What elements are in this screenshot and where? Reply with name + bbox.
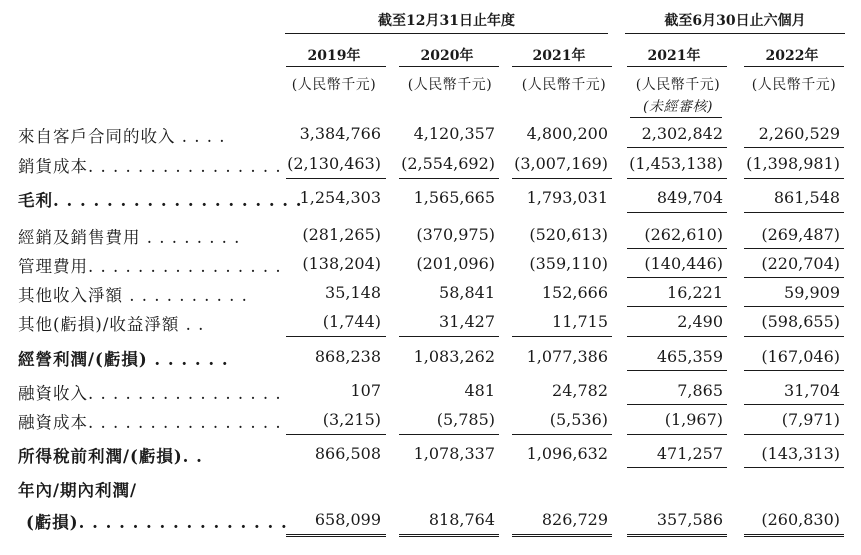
period-header-2022: 2022年 [765,48,819,64]
cell-distribution-selling-h1-2022: (269,487) [761,225,840,244]
cell-finance-costs-2020: (5,785) [436,410,495,429]
subtotal-rule-finance-2019 [286,434,386,435]
year-rule-2021 [512,66,612,67]
cell-distribution-selling-2021: (520,613) [529,225,608,244]
cell-admin-expenses-h1-2022: (220,704) [761,254,840,273]
row-label-finance-income: 融資收入. . . . . . . . . . . . . . . . [18,384,282,403]
subtotal-rule-other-2020 [399,336,499,337]
cell-admin-expenses-2019: (138,204) [302,254,381,273]
cell-gross-profit-2019: 1,254,303 [299,188,381,207]
cell-profit-for-period-2020: 818,764 [428,510,495,529]
underline-revenue-h1-2021 [627,147,727,148]
cell-admin-expenses-2020: (201,096) [416,254,495,273]
year-rule-2019 [286,66,386,67]
underline-operating-h1-2021 [627,370,727,371]
underline-gross-profit-h1-2022 [744,212,844,213]
cell-profit-before-tax-h1-2022: (143,313) [761,444,840,463]
cell-finance-income-2021: 24,782 [552,381,608,400]
subtotal-rule-cost-h1-2022 [744,178,844,179]
unit-label-h1-2021: (人民幣千元) [635,77,721,93]
cell-operating-profit-2019: 868,238 [314,347,381,366]
unit-label-2020: (人民幣千元) [407,77,493,93]
cell-finance-costs-h1-2021: (1,967) [664,410,723,429]
subtotal-rule-cost-h1-2021 [627,178,727,179]
cell-profit-for-period-2019: 658,099 [314,510,381,529]
year-header-2020: 2020年 [420,48,474,64]
subtotal-rule-other-2019 [286,336,386,337]
cell-operating-profit-h1-2021: 465,359 [656,347,723,366]
cell-gross-profit-2021: 1,793,031 [526,188,608,207]
total-double-rule-h1-2021 [627,534,727,537]
row-label-profit-for-period: (虧損). . . . . . . . . . . . . . . . [26,513,288,532]
cell-distribution-selling-h1-2021: (262,610) [644,225,723,244]
cell-profit-before-tax-h1-2021: 471,257 [656,444,723,463]
cell-profit-before-tax-2021: 1,096,632 [526,444,608,463]
underline-revenue-h1-2022 [744,147,844,148]
row-label-finance-costs: 融資成本. . . . . . . . . . . . . . . . [18,413,282,432]
year-rule-2020 [399,66,499,67]
row-label-distribution-selling: 經銷及銷售費用 . . . . . . . . [18,228,241,247]
cell-finance-income-2020: 481 [464,381,495,400]
underline-other-income-h1-2022 [744,306,844,307]
year-header-2021: 2021年 [532,48,586,64]
underline-operating-h1-2022 [744,370,844,371]
row-label-other-income-net: 其他收入淨額 . . . . . . . . . . [18,286,248,305]
subtotal-rule-finance-2020 [399,434,499,435]
cell-cost-of-sales-h1-2022: (1,398,981) [746,154,840,173]
row-label-admin-expenses: 管理費用. . . . . . . . . . . . . . . . [18,257,282,276]
underline-admin-h1-2021 [627,277,727,278]
subtotal-rule-finance-h1-2022 [744,434,844,435]
cell-profit-before-tax-2019: 866,508 [314,444,381,463]
cell-profit-for-period-h1-2021: 357,586 [656,510,723,529]
subtotal-rule-finance-h1-2021 [627,434,727,435]
cell-cost-of-sales-h1-2021: (1,453,138) [629,154,723,173]
cell-operating-profit-2020: 1,083,262 [413,347,495,366]
header-group-year-ended: 截至12月31日止年度 [378,13,515,29]
cell-other-income-net-2021: 152,666 [541,283,608,302]
subtotal-rule-cost-2019 [286,178,386,179]
cell-revenue-h1-2022: 2,260,529 [758,124,840,143]
header-group-six-months-rule [625,33,845,34]
cell-finance-income-h1-2022: 31,704 [784,381,840,400]
underline-pbt-h1-2022 [744,467,844,468]
cell-distribution-selling-2020: (370,975) [416,225,495,244]
row-label-cost-of-sales: 銷貨成本. . . . . . . . . . . . . . . . [18,157,282,176]
cell-other-income-net-2020: 58,841 [439,283,495,302]
total-double-rule-2019 [286,534,386,537]
unit-label-2019: (人民幣千元) [291,77,377,93]
cell-profit-for-period-2021: 826,729 [541,510,608,529]
cell-operating-profit-2021: 1,077,386 [526,347,608,366]
subtotal-rule-other-h1-2022 [744,336,844,337]
cell-revenue-h1-2021: 2,302,842 [641,124,723,143]
underline-distribution-h1-2022 [744,248,844,249]
subtotal-rule-finance-2021 [512,434,612,435]
period-header-2021: 2021年 [647,48,701,64]
header-group-six-months: 截至6月30日止六個月 [664,13,806,29]
underline-admin-h1-2022 [744,277,844,278]
period-rule-2022 [744,66,844,67]
cell-gross-profit-h1-2022: 861,548 [773,188,840,207]
row-label-profit-before-tax: 所得稅前利潤/(虧損). . [18,447,203,466]
underline-gross-profit-h1-2021 [627,212,727,213]
cell-other-losses-gains-net-2020: 31,427 [439,312,495,331]
cell-finance-costs-2021: (5,536) [549,410,608,429]
row-label-other-losses-gains-net: 其他(虧損)/收益淨額 . . [18,315,205,334]
header-group-year-ended-rule [285,33,608,34]
subtotal-rule-cost-2021 [512,178,612,179]
cell-revenue-2021: 4,800,200 [526,124,608,143]
cell-gross-profit-h1-2021: 849,704 [656,188,723,207]
total-double-rule-2020 [399,534,499,537]
underline-pbt-h1-2021 [627,467,727,468]
total-double-rule-h1-2022 [744,534,844,537]
cell-other-losses-gains-net-2021: 11,715 [552,312,608,331]
row-label-operating-profit: 經營利潤/(虧損) . . . . . . [18,350,229,369]
total-double-rule-2021 [512,534,612,537]
cell-cost-of-sales-2020: (2,554,692) [401,154,495,173]
cell-distribution-selling-2019: (281,265) [302,225,381,244]
cell-gross-profit-2020: 1,565,665 [413,188,495,207]
cell-cost-of-sales-2021: (3,007,169) [514,154,608,173]
cell-other-losses-gains-net-h1-2021: 2,490 [677,312,723,331]
cell-finance-income-2019: 107 [350,381,381,400]
row-label-profit-for-period-line1: 年內/期內利潤/ [18,481,138,500]
cell-other-income-net-h1-2022: 59,909 [784,283,840,302]
cell-revenue-2020: 4,120,357 [413,124,495,143]
subtotal-rule-cost-2020 [399,178,499,179]
cell-other-losses-gains-net-h1-2022: (598,655) [761,312,840,331]
row-label-revenue: 來自客戶合同的收入 . . . . [18,127,226,146]
subtotal-rule-other-2021 [512,336,612,337]
cell-finance-costs-h1-2022: (7,971) [781,410,840,429]
cell-profit-before-tax-2020: 1,078,337 [413,444,495,463]
underline-finance-income-h1-2021 [627,404,727,405]
cell-admin-expenses-h1-2021: (140,446) [644,254,723,273]
cell-other-losses-gains-net-2019: (1,744) [322,312,381,331]
cell-admin-expenses-2021: (359,110) [529,254,608,273]
period-rule-2021 [627,66,727,67]
unit-label-h1-2022: (人民幣千元) [751,77,837,93]
unaudited-label: (未經審核) [643,99,713,115]
cell-other-income-net-2019: 35,148 [325,283,381,302]
year-header-2019: 2019年 [307,48,361,64]
cell-finance-income-h1-2021: 7,865 [677,381,723,400]
row-label-gross-profit: 毛利. . . . . . . . . . . . . . . . . . . [18,191,303,210]
underline-distribution-h1-2021 [627,248,727,249]
cell-revenue-2019: 3,384,766 [299,124,381,143]
cell-operating-profit-h1-2022: (167,046) [761,347,840,366]
cell-other-income-net-h1-2021: 16,221 [667,283,723,302]
subtotal-rule-other-h1-2021 [627,336,727,337]
unit-label-2021: (人民幣千元) [521,77,607,93]
unaudited-rule [630,117,722,118]
underline-finance-income-h1-2022 [744,404,844,405]
cell-finance-costs-2019: (3,215) [322,410,381,429]
underline-other-income-h1-2021 [627,306,727,307]
cell-profit-for-period-h1-2022: (260,830) [761,510,840,529]
cell-cost-of-sales-2019: (2,130,463) [287,154,381,173]
